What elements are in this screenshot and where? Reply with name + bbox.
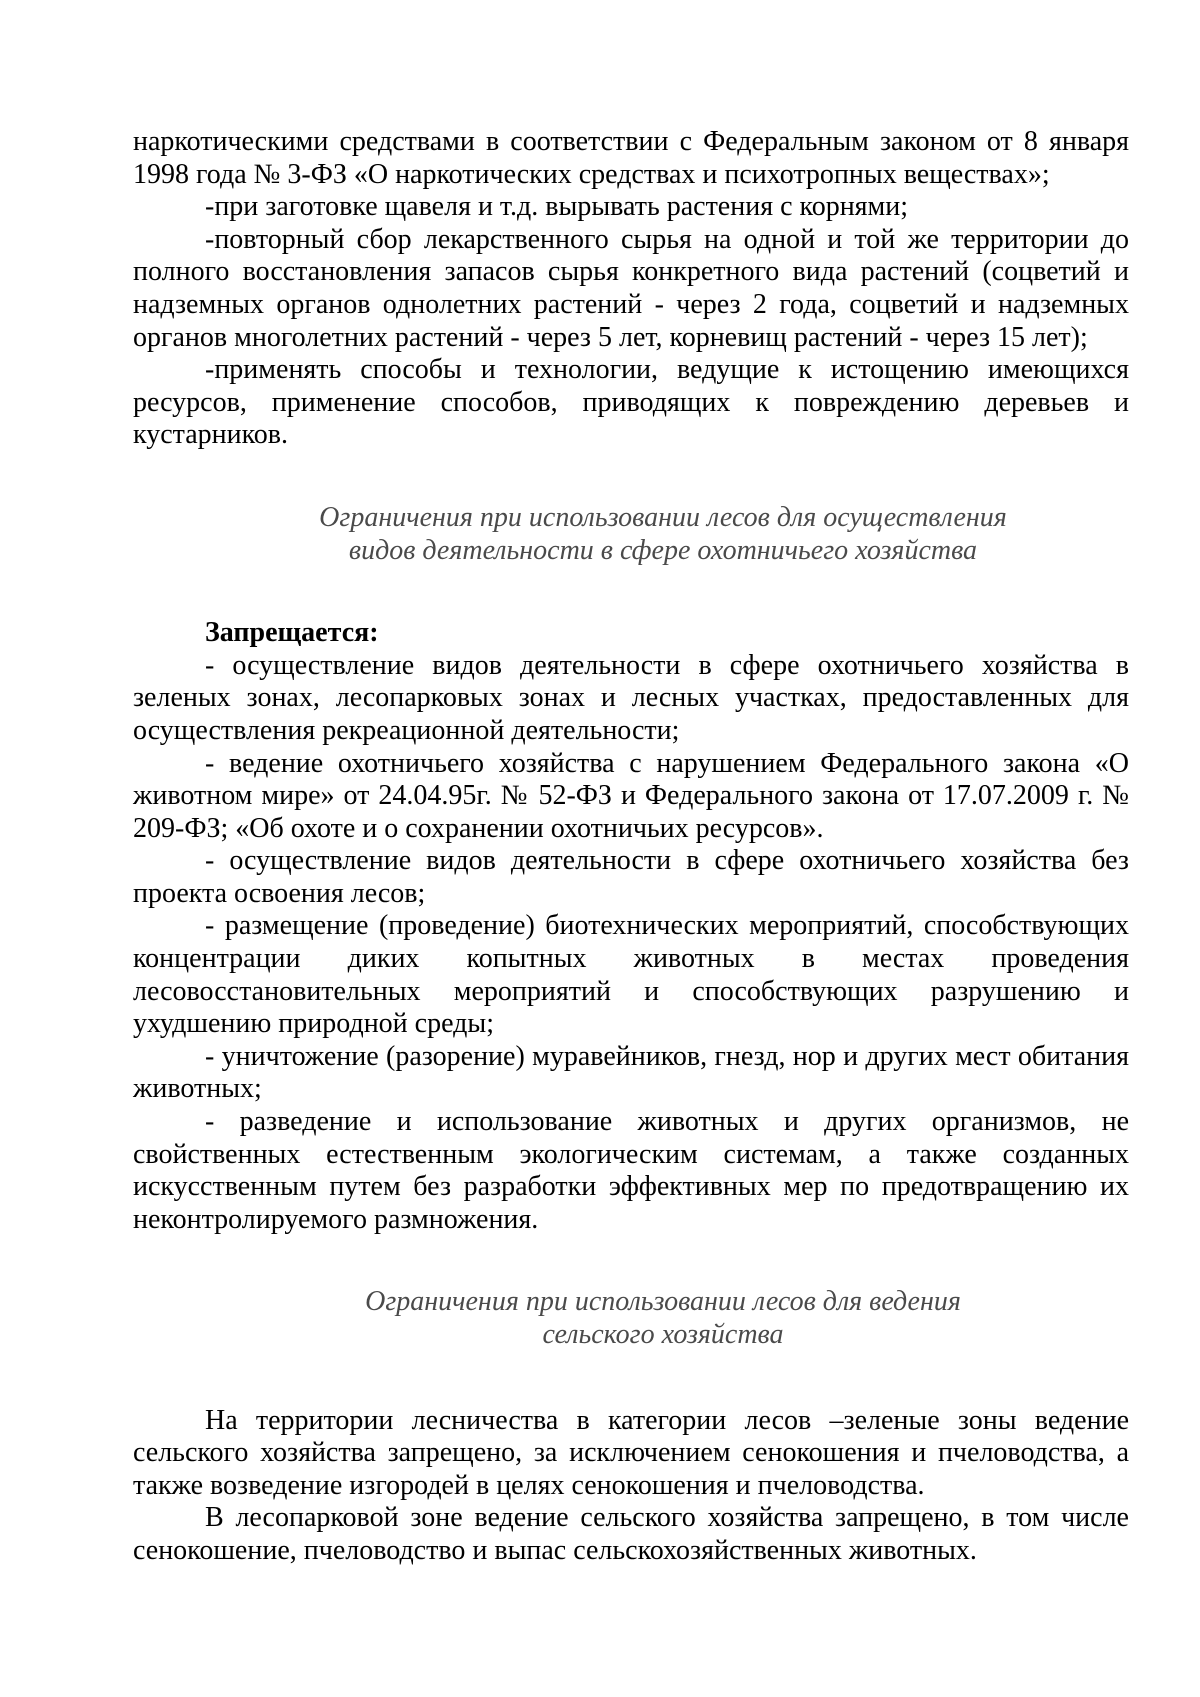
- intro-paragraph-repeated-harvest: -повторный сбор лекарственного сырья на одной и той же территории до полного восстановления запасов сырья конкретного вида растений (соцветий и надземных органов однолетних растений - через 2 года, соцветий и надземных органов многолетних растений - через 5 лет, корневищ растений - через 15 лет);: [133, 223, 1129, 353]
- hunting-item: - уничтожение (разорение) муравейников, гнезд, нор и других мест обитания животных;: [133, 1040, 1129, 1105]
- intro-paragraph-methods: -применять способы и технологии, ведущие к истощению имеющихся ресурсов, применение способов, приводящих к повреждению деревьев и кустарников.: [133, 354, 1129, 451]
- section-heading-hunting-line1: Ограничения при использовании лесов для осуществления: [319, 501, 1007, 533]
- hunting-item: - размещение (проведение) биотехнических мероприятий, способствующих концентрации диких копытных животных в местах проведения лесовосстановительных мероприятий и способствующих разрушению и ухудшению природной среды;: [133, 910, 1129, 1040]
- hunting-item: - осуществление видов деятельности в сфере охотничьего хозяйства без проекта освоения лесов;: [133, 845, 1129, 909]
- section-heading-hunting: [133, 502, 1129, 567]
- hunting-item: - разведение и использование животных и других организмов, не свойственных естественным экологическим системам, а также созданных искусственным путем без разработки эффективных мер по предотвращению их неконтролируемого размножения.: [133, 1106, 1129, 1235]
- section-heading-agriculture-line2: сельского хозяйства: [542, 1319, 784, 1350]
- agriculture-paragraph-green-zones: На территории лесничества в категории лесов –зеленые зоны ведение сельского хозяйства запрещено, за исключением сенокошения и пчеловодства, а также возведение изгородей в целях сенокошения и пчеловодства.: [133, 1404, 1129, 1501]
- section-heading-agriculture: [133, 1286, 1129, 1351]
- section-heading-agriculture-line1: Ограничения при использовании лесов для ведения: [365, 1286, 961, 1318]
- hunting-item: - ведение охотничьего хозяйства с нарушением Федерального закона «О животном мире» от 24.04.95г. № 52-ФЗ и Федерального закона от 17.07.2009 г. № 209-ФЗ; «Об охоте и о сохранении охотничьих ресурсов».: [133, 747, 1129, 844]
- document-body: [133, 126, 1129, 1568]
- hunting-item: - осуществление видов деятельности в сфере охотничьего хозяйства в зеленых зонах, лесопарковых зонах и лесных участках, предоставленных для осуществления рекреационной деятельности;: [133, 649, 1129, 746]
- forbidden-label: Запрещается:: [205, 617, 379, 649]
- agriculture-paragraph-forest-park: В лесопарковой зоне ведение сельского хозяйства запрещено, в том числе сенокошение, пчеловодство и выпас сельскохозяйственных животных.: [133, 1502, 1129, 1566]
- intro-paragraph-continuation: наркотическими средствами в соответствии с Федеральным законом от 8 января 1998 года № 3-ФЗ «О наркотических средствах и психотропных веществах»;: [133, 126, 1129, 190]
- intro-paragraph-sorrel: -при заготовке щавеля и т.д. вырывать растения с корнями;: [205, 191, 909, 223]
- section-heading-hunting-line2: видов деятельности в сфере охотничьего хозяйства: [348, 534, 978, 566]
